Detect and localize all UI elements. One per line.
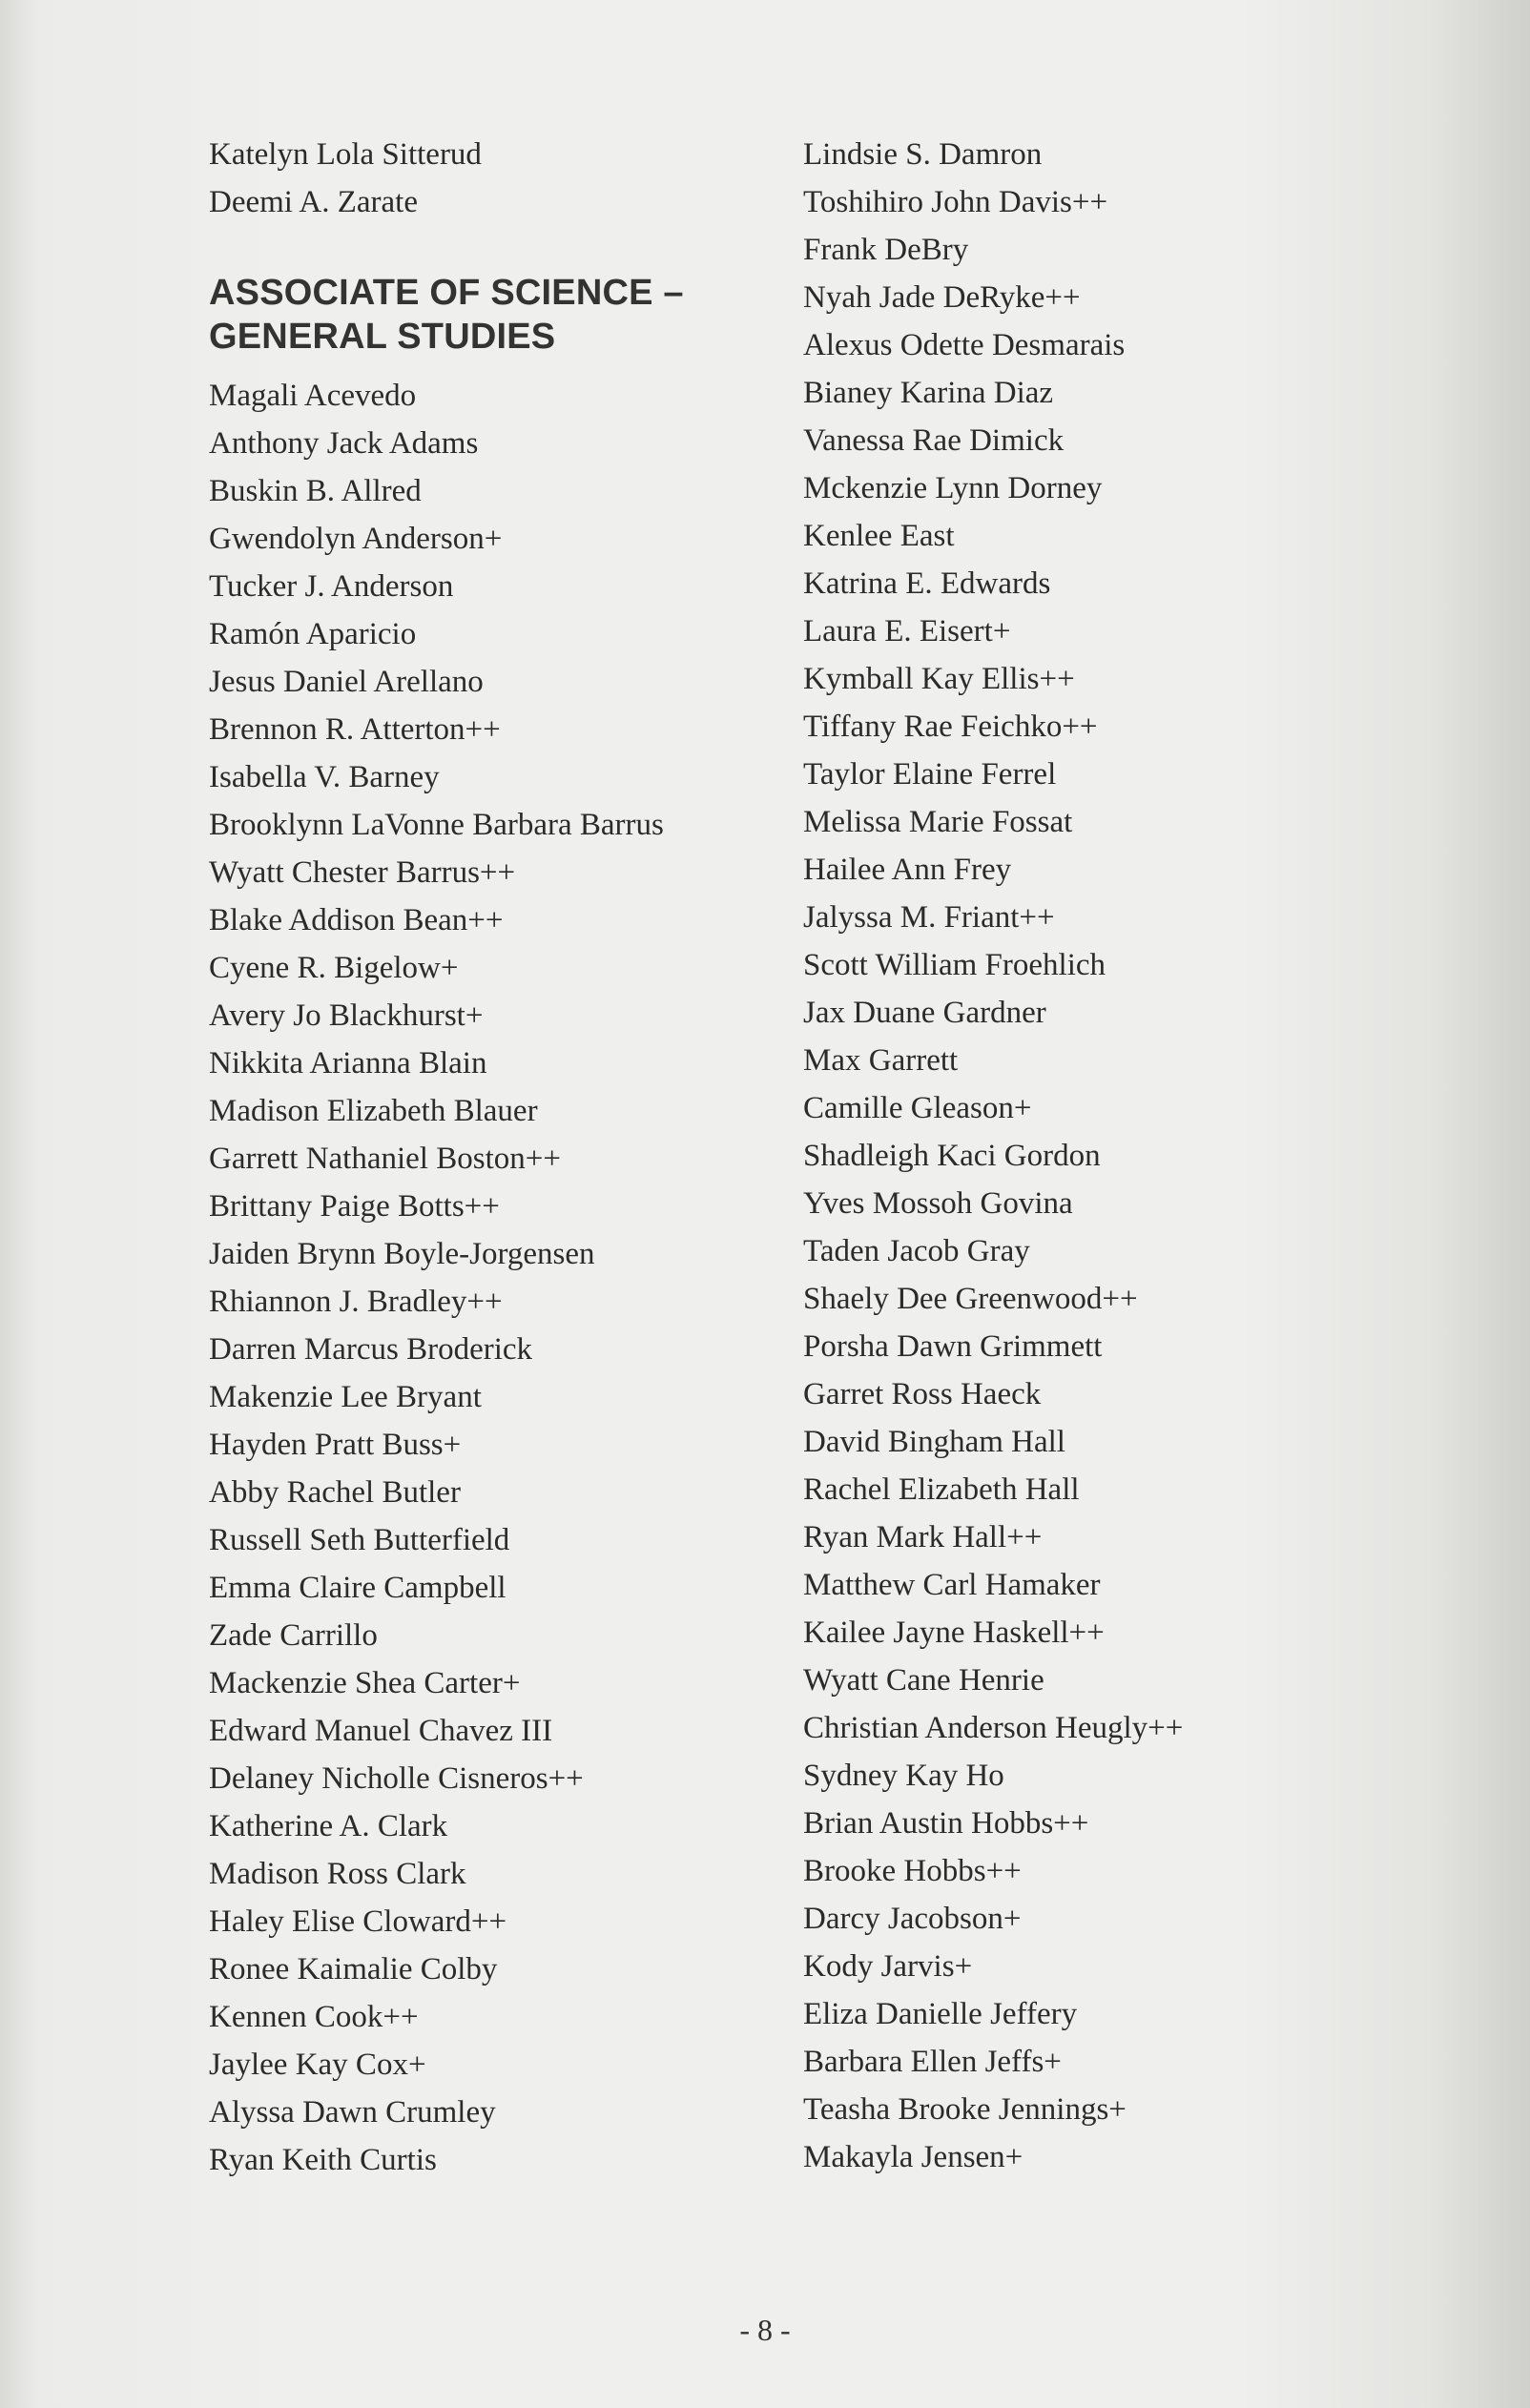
graduate-name: Katherine A. Clark <box>209 1809 448 1843</box>
graduate-name: Taden Jacob Gray <box>803 1234 1030 1268</box>
graduate-name: Madison Elizabeth Blauer <box>209 1094 538 1128</box>
graduate-name: Bianey Karina Diaz <box>803 376 1054 410</box>
graduate-name: Jaylee Kay Cox+ <box>209 2048 426 2082</box>
graduate-name: Ryan Mark Hall++ <box>803 1520 1043 1554</box>
graduate-name: Deemi A. Zarate <box>209 185 418 219</box>
graduate-name: Hailee Ann Frey <box>803 853 1012 887</box>
graduate-name: Kenlee East <box>803 519 955 553</box>
graduate-name: Zade Carrillo <box>209 1618 378 1653</box>
graduate-name: Melissa Marie Fossat <box>803 805 1073 839</box>
right-column <box>803 131 1395 2181</box>
graduate-name: Magali Acevedo <box>209 379 417 413</box>
graduate-name: Nyah Jade DeRyke++ <box>803 280 1081 315</box>
graduate-name: Russell Seth Butterfield <box>209 1523 510 1557</box>
graduate-name: Cyene R. Bigelow+ <box>209 951 459 985</box>
graduate-name: Darren Marcus Broderick <box>209 1332 533 1367</box>
graduate-name: Katelyn Lola Sitterud <box>209 137 482 172</box>
graduate-name: Garrett Nathaniel Boston++ <box>209 1142 561 1176</box>
graduate-name: Mckenzie Lynn Dorney <box>803 471 1103 505</box>
section-heading-line: GENERAL STUDIES <box>209 317 556 357</box>
graduate-name: Shadleigh Kaci Gordon <box>803 1139 1101 1173</box>
graduate-name: Taylor Elaine Ferrel <box>803 757 1057 792</box>
graduate-name: Laura E. Eisert+ <box>803 614 1011 648</box>
graduate-name: Shaely Dee Greenwood++ <box>803 1282 1138 1316</box>
graduate-name: Tiffany Rae Feichko++ <box>803 710 1098 744</box>
graduate-name: Ramón Aparicio <box>209 617 417 651</box>
graduate-name: Edward Manuel Chavez III <box>209 1714 553 1748</box>
graduate-name: Christian Anderson Heugly++ <box>803 1711 1184 1745</box>
graduate-name: Brian Austin Hobbs++ <box>803 1806 1089 1841</box>
graduate-name: Alexus Odette Desmarais <box>803 328 1126 362</box>
graduate-name: Jalyssa M. Friant++ <box>803 900 1055 935</box>
graduate-name: Brooke Hobbs++ <box>803 1854 1022 1888</box>
graduate-name: Brennon R. Atterton++ <box>209 712 501 747</box>
graduate-name: Ronee Kaimalie Colby <box>209 1952 498 1986</box>
graduate-name: Madison Ross Clark <box>209 1857 466 1891</box>
graduate-name: Jesus Daniel Arellano <box>209 665 484 699</box>
graduate-name: Kymball Kay Ellis++ <box>803 662 1075 696</box>
general-studies-name-list-continued <box>803 131 1395 2181</box>
graduate-name: Gwendolyn Anderson+ <box>209 522 503 556</box>
graduate-name: Alyssa Dawn Crumley <box>209 2095 496 2130</box>
previous-section-names <box>209 131 800 226</box>
graduate-name: Brittany Paige Botts++ <box>209 1189 500 1224</box>
graduate-name: Max Garrett <box>803 1043 959 1078</box>
graduate-name: Buskin B. Allred <box>209 474 422 508</box>
section-heading-line: ASSOCIATE OF SCIENCE – <box>209 273 684 313</box>
graduate-name: Mackenzie Shea Carter+ <box>209 1666 521 1700</box>
graduate-name: Nikkita Arianna Blain <box>209 1046 487 1081</box>
graduate-name: Frank DeBry <box>803 233 969 267</box>
graduate-name: Anthony Jack Adams <box>209 426 479 461</box>
graduate-name: Eliza Danielle Jeffery <box>803 1997 1078 2031</box>
graduate-name: Haley Elise Cloward++ <box>209 1904 507 1939</box>
graduate-name: Kailee Jayne Haskell++ <box>803 1616 1105 1650</box>
graduate-name: Matthew Carl Hamaker <box>803 1568 1101 1602</box>
graduate-name: Rhiannon J. Bradley++ <box>209 1285 503 1319</box>
graduate-name: Kody Jarvis+ <box>803 1949 973 1984</box>
graduate-name: Sydney Kay Ho <box>803 1759 1004 1793</box>
graduate-name: Darcy Jacobson+ <box>803 1902 1022 1936</box>
graduate-name: Garret Ross Haeck <box>803 1377 1042 1411</box>
graduate-name: Scott William Froehlich <box>803 948 1106 982</box>
graduate-name: Rachel Elizabeth Hall <box>803 1472 1080 1507</box>
graduate-name: Hayden Pratt Buss+ <box>209 1428 462 1462</box>
graduate-name: David Bingham Hall <box>803 1425 1065 1459</box>
graduate-name: Teasha Brooke Jennings+ <box>803 2092 1127 2127</box>
left-column <box>209 131 800 2184</box>
graduate-name: Camille Gleason+ <box>803 1091 1032 1125</box>
graduate-name: Blake Addison Bean++ <box>209 903 504 937</box>
section-heading <box>209 271 800 359</box>
graduate-name: Makenzie Lee Bryant <box>209 1380 482 1414</box>
graduate-name: Emma Claire Campbell <box>209 1571 507 1605</box>
graduate-name: Jaiden Brynn Boyle-Jorgensen <box>209 1237 595 1271</box>
graduate-name: Yves Mossoh Govina <box>803 1186 1073 1221</box>
graduate-name: Lindsie S. Damron <box>803 137 1043 172</box>
graduate-name: Avery Jo Blackhurst+ <box>209 998 484 1033</box>
graduate-name: Katrina E. Edwards <box>803 566 1051 601</box>
graduate-name: Ryan Keith Curtis <box>209 2143 437 2177</box>
graduate-name: Toshihiro John Davis++ <box>803 185 1108 219</box>
graduate-name: Brooklynn LaVonne Barbara Barrus <box>209 808 664 842</box>
graduate-name: Wyatt Chester Barrus++ <box>209 855 516 890</box>
graduate-name: Abby Rachel Butler <box>209 1475 461 1510</box>
general-studies-name-list <box>209 372 800 2184</box>
graduate-name: Isabella V. Barney <box>209 760 440 794</box>
page-number: - 8 - <box>739 2313 791 2347</box>
graduate-name: Vanessa Rae Dimick <box>803 423 1065 458</box>
graduate-name: Porsha Dawn Grimmett <box>803 1329 1103 1364</box>
graduate-name: Jax Duane Gardner <box>803 996 1046 1030</box>
graduate-name: Tucker J. Anderson <box>209 569 454 604</box>
graduate-name: Delaney Nicholle Cisneros++ <box>209 1761 584 1796</box>
graduate-name: Kennen Cook++ <box>209 2000 419 2034</box>
graduate-name: Makayla Jensen+ <box>803 2140 1023 2174</box>
graduate-name: Barbara Ellen Jeffs+ <box>803 2045 1062 2079</box>
graduate-name: Wyatt Cane Henrie <box>803 1663 1044 1698</box>
